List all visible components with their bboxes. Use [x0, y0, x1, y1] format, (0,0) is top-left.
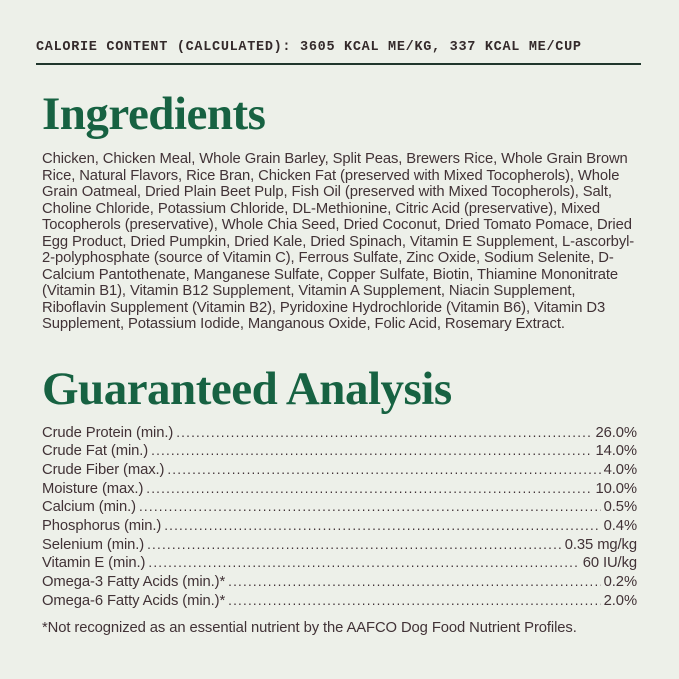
ingredients-list: Chicken, Chicken Meal, Whole Grain Barley, Split Peas, Brewers Rice, Whole Grain Brown Rice, Natural Flavors, Rice Bran, Chicken Fat (preserved with Mixed Tocopherols), Whole Grain Oatmeal, Dried Plain Beet Pulp, Fish Oil (preserved with Mixed Tocopherols), Salt, Choline Chloride, Potassium Chloride, DL-Methionine, Citric Acid (preservative), Mixed Tocopherols (preservative), Whole Chia Seed, Dried Coconut, Dried Tomato Pomace, Dried Egg Product, Dried Pumpkin, Dried Kale, Dried Spinach, Vitamin E Supplement, L-ascorbyl-2-polyphosphate (source of Vitamin C), Ferrous Sulfate, Zinc Oxide, Sodium Selenite, D-Calcium Pantothenate, Manganese Sulfate, Copper Sulfate, Biotin, Thiamine Mononitrate (Vitamin B1), Vitamin B12 Supplement, Vitamin A Supplement, Niacin Supplement, Riboflavin Supplement (Vitamin B2), Pyridoxine Hydrochloride (Vitamin B6), Vitamin D3 Supplement, Potassium Iodide, Manganous Oxide, Folic Acid, Rosemary Extract. — [42, 151, 635, 332]
analysis-row-value: 4.0% — [603, 461, 637, 478]
analysis-row-label: Selenium (min.) — [42, 536, 145, 553]
calorie-content-line: CALORIE CONTENT (CALCULATED): 3605 KCAL ME/KG, 337 KCAL ME/CUP — [36, 40, 641, 65]
analysis-row-label: Calcium (min.) — [42, 499, 136, 516]
analysis-row — [42, 498, 637, 517]
analysis-row — [42, 517, 637, 536]
dot-leader — [147, 536, 562, 555]
analysis-row-label: Crude Protein (min.) — [42, 424, 174, 441]
guaranteed-analysis-table — [42, 424, 637, 611]
analysis-row-value: 0.5% — [603, 499, 637, 516]
analysis-row-value: 60 IU/kg — [582, 555, 637, 572]
analysis-row — [42, 573, 637, 592]
analysis-row-label: Phosphorus (min.) — [42, 518, 162, 535]
dot-leader — [151, 442, 592, 461]
dot-leader — [228, 573, 601, 592]
aafco-footnote: *Not recognized as an essential nutrient by the AAFCO Dog Food Nutrient Profiles. — [42, 619, 577, 636]
analysis-row-label: Crude Fiber (max.) — [42, 461, 165, 478]
analysis-row — [42, 554, 637, 573]
dot-leader — [139, 498, 601, 517]
analysis-row-label: Moisture (max.) — [42, 480, 144, 497]
ingredients-heading: Ingredients — [42, 88, 266, 140]
dot-leader — [228, 592, 601, 611]
analysis-row-label: Omega-3 Fatty Acids (min.)* — [42, 574, 226, 591]
dot-leader — [176, 424, 592, 443]
analysis-row-value: 26.0% — [595, 424, 637, 441]
dot-leader — [148, 554, 579, 573]
analysis-row-label: Crude Fat (min.) — [42, 443, 149, 460]
analysis-row — [42, 424, 637, 443]
analysis-row-label: Omega-6 Fatty Acids (min.)* — [42, 592, 226, 609]
analysis-row — [42, 592, 637, 611]
analysis-row-value: 2.0% — [603, 592, 637, 609]
dot-leader — [164, 517, 600, 536]
analysis-row-value: 0.35 mg/kg — [564, 536, 637, 553]
analysis-row-label: Vitamin E (min.) — [42, 555, 146, 572]
analysis-row — [42, 442, 637, 461]
dot-leader — [146, 480, 592, 499]
guaranteed-analysis-heading: Guaranteed Analysis — [42, 362, 452, 415]
analysis-row-value: 10.0% — [595, 480, 637, 497]
analysis-row — [42, 461, 637, 480]
analysis-row-value: 0.2% — [603, 574, 637, 591]
dot-leader — [167, 461, 600, 480]
analysis-row — [42, 480, 637, 499]
analysis-row-value: 0.4% — [603, 518, 637, 535]
analysis-row-value: 14.0% — [595, 443, 637, 460]
analysis-row — [42, 536, 637, 555]
